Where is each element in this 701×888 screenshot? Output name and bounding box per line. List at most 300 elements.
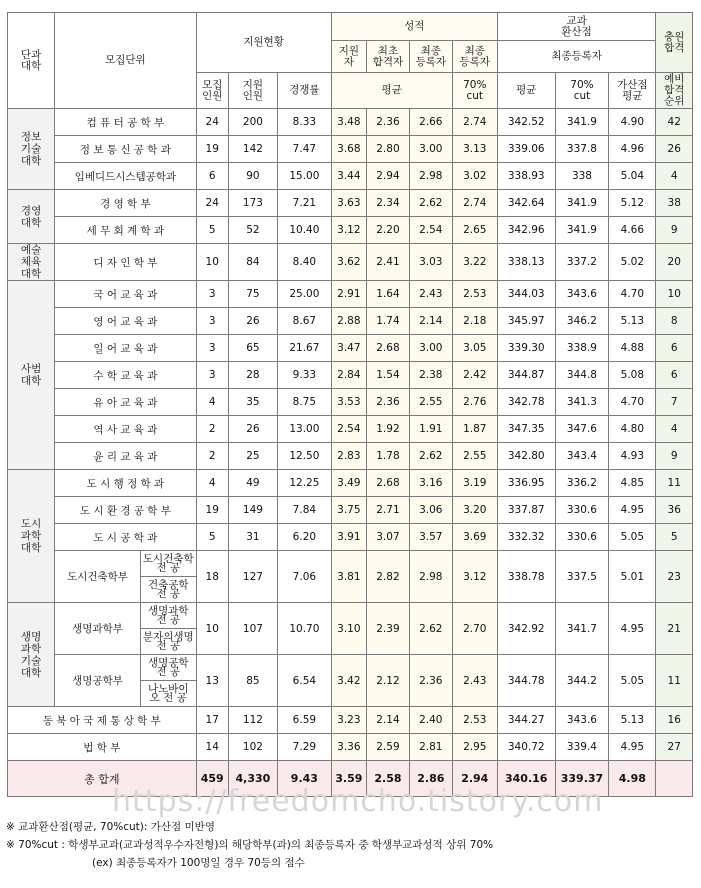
grade-final-reg-cell: 3.06 <box>409 497 452 524</box>
header-college: 단과 대학 <box>8 13 55 109</box>
reserve-rank-cell: 9 <box>656 443 693 470</box>
ratio-cell: 8.40 <box>278 244 332 281</box>
recruit-cell: 13 <box>196 655 228 707</box>
reserve-rank-cell: 8 <box>656 308 693 335</box>
grade-final-reg-cell: 3.03 <box>409 244 452 281</box>
table-row <box>8 163 693 190</box>
conv-cut70-cell: 337.8 <box>555 136 609 163</box>
grade-first-pass-cell: 2.58 <box>367 761 410 797</box>
grade-final-reg-cell: 1.91 <box>409 416 452 443</box>
grade-final-reg-cell: 3.00 <box>409 136 452 163</box>
applied-cell: 75 <box>228 281 277 308</box>
unit-name: 도시건축학부 <box>55 551 141 603</box>
applied-cell: 26 <box>228 416 277 443</box>
ratio-cell: 7.47 <box>278 136 332 163</box>
grade-applicant-cell: 3.63 <box>331 190 366 217</box>
reserve-rank-cell: 20 <box>656 244 693 281</box>
grade-first-pass-cell: 2.41 <box>367 244 410 281</box>
bonus-avg-cell: 4.96 <box>609 136 656 163</box>
ratio-cell: 10.40 <box>278 217 332 244</box>
grade-cut70-cell: 2.53 <box>452 281 497 308</box>
bonus-avg-cell: 5.02 <box>609 244 656 281</box>
header-conv-avg: 평균 <box>497 73 555 109</box>
header-final-group: 최종등록자 <box>497 41 656 73</box>
grade-first-pass-cell: 2.36 <box>367 389 410 416</box>
unit-name: 컴 퓨 터 공 학 부 <box>55 109 196 136</box>
bonus-avg-cell: 4.70 <box>609 389 656 416</box>
watermark-text: https://freedomcho.tistory.com <box>112 784 604 819</box>
conv-avg-cell: 342.78 <box>497 389 555 416</box>
bonus-avg-cell: 5.04 <box>609 163 656 190</box>
unit-name: 정 보 통 신 공 학 과 <box>55 136 196 163</box>
conv-cut70-cell: 341.9 <box>555 109 609 136</box>
reserve-rank-cell: 11 <box>656 655 693 707</box>
recruit-cell: 19 <box>196 136 228 163</box>
grade-final-reg-cell: 2.81 <box>409 734 452 761</box>
conv-cut70-cell: 338 <box>555 163 609 190</box>
grade-final-reg-cell: 2.98 <box>409 163 452 190</box>
grade-first-pass-cell: 2.34 <box>367 190 410 217</box>
applied-cell: 65 <box>228 335 277 362</box>
recruit-cell: 10 <box>196 603 228 655</box>
recruit-cell: 3 <box>196 362 228 389</box>
reserve-rank-cell: 4 <box>656 163 693 190</box>
footnotes <box>6 818 493 872</box>
bonus-avg-cell: 4.70 <box>609 281 656 308</box>
table-row <box>8 551 693 577</box>
college-name: 생명 과학 기술 대학 <box>8 603 55 707</box>
table-row <box>8 217 693 244</box>
grade-applicant-cell: 3.10 <box>331 603 366 655</box>
unit-name: 생명과학부 <box>55 603 141 655</box>
grade-applicant-cell: 3.53 <box>331 389 366 416</box>
grade-first-pass-cell: 2.94 <box>367 163 410 190</box>
unit-name: 윤 리 교 육 과 <box>55 443 196 470</box>
grade-applicant-cell: 3.47 <box>331 335 366 362</box>
college-name: 예술 체육 대학 <box>8 244 55 281</box>
bonus-avg-cell: 4.98 <box>609 761 656 797</box>
header-grade-first-pass: 최초 합격자 <box>367 41 410 73</box>
grade-applicant-cell: 3.49 <box>331 470 366 497</box>
conv-cut70-cell: 341.9 <box>555 217 609 244</box>
bonus-avg-cell: 4.95 <box>609 497 656 524</box>
header-extra: 충원 합격 <box>656 13 693 73</box>
table-row <box>8 244 693 281</box>
recruit-cell: 3 <box>196 281 228 308</box>
grade-final-reg-cell: 3.57 <box>409 524 452 551</box>
table-row <box>8 362 693 389</box>
header-applicants: 지원현황 <box>196 13 331 73</box>
ratio-cell: 9.33 <box>278 362 332 389</box>
unit-name: 법 학 부 <box>8 734 197 761</box>
conv-cut70-cell: 343.4 <box>555 443 609 470</box>
grade-applicant-cell: 2.88 <box>331 308 366 335</box>
ratio-cell: 13.00 <box>278 416 332 443</box>
grade-cut70-cell: 3.12 <box>452 551 497 603</box>
reserve-rank-cell <box>656 761 693 797</box>
header-recruit: 모집 인원 <box>196 73 228 109</box>
major-name: 분자의생명 전 공 <box>140 629 196 655</box>
grade-applicant-cell: 3.75 <box>331 497 366 524</box>
college-name: 도시 과학 대학 <box>8 470 55 603</box>
grade-first-pass-cell: 1.54 <box>367 362 410 389</box>
grade-final-reg-cell: 3.16 <box>409 470 452 497</box>
grade-first-pass-cell: 1.92 <box>367 416 410 443</box>
ratio-cell: 12.25 <box>278 470 332 497</box>
grade-cut70-cell: 3.22 <box>452 244 497 281</box>
table-row <box>8 335 693 362</box>
recruit-cell: 6 <box>196 163 228 190</box>
bonus-avg-cell: 5.13 <box>609 308 656 335</box>
applied-cell: 26 <box>228 308 277 335</box>
grade-first-pass-cell: 2.68 <box>367 335 410 362</box>
recruit-cell: 18 <box>196 551 228 603</box>
grade-first-pass-cell: 1.74 <box>367 308 410 335</box>
recruit-cell: 2 <box>196 443 228 470</box>
unit-name: 영 어 교 육 과 <box>55 308 196 335</box>
recruit-cell: 3 <box>196 308 228 335</box>
header-conversion: 교과 환산점 <box>497 13 656 41</box>
bonus-avg-cell: 4.90 <box>609 109 656 136</box>
table-row <box>8 416 693 443</box>
header-ratio: 경쟁률 <box>278 73 332 109</box>
footnote-1: ※ 교과환산점(평균, 70%cut): 가산점 미반영 <box>6 821 215 833</box>
applied-cell: 90 <box>228 163 277 190</box>
ratio-cell: 7.84 <box>278 497 332 524</box>
grade-cut70-cell: 2.42 <box>452 362 497 389</box>
table-row <box>8 190 693 217</box>
conv-cut70-cell: 339.4 <box>555 734 609 761</box>
unit-name: 동 북 아 국 제 통 상 학 부 <box>8 707 197 734</box>
conv-cut70-cell: 337.5 <box>555 551 609 603</box>
grade-first-pass-cell: 2.39 <box>367 603 410 655</box>
unit-name: 생명공학부 <box>55 655 141 707</box>
grade-final-reg-cell: 2.40 <box>409 707 452 734</box>
grade-final-reg-cell: 2.62 <box>409 603 452 655</box>
unit-name: 세 무 회 계 학 과 <box>55 217 196 244</box>
bonus-avg-cell: 5.01 <box>609 551 656 603</box>
conv-cut70-cell: 341.7 <box>555 603 609 655</box>
ratio-cell: 12.50 <box>278 443 332 470</box>
applied-cell: 49 <box>228 470 277 497</box>
ratio-cell: 8.33 <box>278 109 332 136</box>
applied-cell: 35 <box>228 389 277 416</box>
bonus-avg-cell: 4.66 <box>609 217 656 244</box>
conv-cut70-cell: 339.37 <box>555 761 609 797</box>
grade-applicant-cell: 3.68 <box>331 136 366 163</box>
grade-cut70-cell: 3.02 <box>452 163 497 190</box>
recruit-cell: 3 <box>196 335 228 362</box>
recruit-cell: 24 <box>196 109 228 136</box>
reserve-rank-cell: 42 <box>656 109 693 136</box>
table-row <box>8 603 693 629</box>
college-name: 정보 기술 대학 <box>8 109 55 190</box>
header-grades: 성적 <box>331 13 497 41</box>
unit-name: 역 사 교 육 과 <box>55 416 196 443</box>
grade-applicant-cell: 3.59 <box>331 761 366 797</box>
footnote-3: (ex) 최종등록자가 100명일 경우 70등의 점수 <box>92 857 305 869</box>
ratio-cell: 7.21 <box>278 190 332 217</box>
unit-name: 도 시 환 경 공 학 부 <box>55 497 196 524</box>
grade-cut70-cell: 3.19 <box>452 470 497 497</box>
recruit-cell: 5 <box>196 524 228 551</box>
grade-applicant-cell: 3.62 <box>331 244 366 281</box>
conv-avg-cell: 339.30 <box>497 335 555 362</box>
conv-avg-cell: 338.93 <box>497 163 555 190</box>
grade-applicant-cell: 3.81 <box>331 551 366 603</box>
grade-cut70-cell: 2.76 <box>452 389 497 416</box>
header-grade-final-reg: 최종 등록자 <box>409 41 452 73</box>
applied-cell: 84 <box>228 244 277 281</box>
table-row <box>8 470 693 497</box>
conv-avg-cell: 340.16 <box>497 761 555 797</box>
conv-avg-cell: 332.32 <box>497 524 555 551</box>
grade-first-pass-cell: 2.14 <box>367 707 410 734</box>
grade-applicant-cell: 3.44 <box>331 163 366 190</box>
bonus-avg-cell: 5.05 <box>609 655 656 707</box>
grade-cut70-cell: 2.74 <box>452 109 497 136</box>
major-name: 건축공학 전 공 <box>140 577 196 603</box>
unit-name: 경 영 학 부 <box>55 190 196 217</box>
reserve-rank-cell: 11 <box>656 470 693 497</box>
conv-avg-cell: 344.87 <box>497 362 555 389</box>
grade-applicant-cell: 2.91 <box>331 281 366 308</box>
unit-name: 수 학 교 육 과 <box>55 362 196 389</box>
bonus-avg-cell: 4.88 <box>609 335 656 362</box>
conv-cut70-cell: 330.6 <box>555 524 609 551</box>
reserve-rank-cell: 38 <box>656 190 693 217</box>
bonus-avg-cell: 4.95 <box>609 603 656 655</box>
ratio-cell: 8.75 <box>278 389 332 416</box>
bonus-avg-cell: 4.80 <box>609 416 656 443</box>
grade-final-reg-cell: 3.00 <box>409 335 452 362</box>
grade-cut70-cell: 1.87 <box>452 416 497 443</box>
conv-avg-cell: 344.03 <box>497 281 555 308</box>
unit-name: 도 시 행 정 학 과 <box>55 470 196 497</box>
unit-name: 유 아 교 육 과 <box>55 389 196 416</box>
ratio-cell: 10.70 <box>278 603 332 655</box>
conv-avg-cell: 338.78 <box>497 551 555 603</box>
grade-first-pass-cell: 3.07 <box>367 524 410 551</box>
reserve-rank-cell: 4 <box>656 416 693 443</box>
reserve-rank-cell: 21 <box>656 603 693 655</box>
conv-avg-cell: 344.27 <box>497 707 555 734</box>
grade-applicant-cell: 3.91 <box>331 524 366 551</box>
grade-cut70-cell: 3.69 <box>452 524 497 551</box>
ratio-cell: 6.20 <box>278 524 332 551</box>
table-row <box>8 497 693 524</box>
header-grade-applicant: 지원 자 <box>331 41 366 73</box>
header-conv-cut70: 70% cut <box>555 73 609 109</box>
conv-cut70-cell: 341.9 <box>555 190 609 217</box>
table-body <box>8 109 693 797</box>
footnote-2: ※ 70%cut : 학생부교과(교과성적우수자전형)의 해당학부(과)의 최종등록자 중 학생부교과성적 상위 70% <box>6 839 494 851</box>
bonus-avg-cell: 5.13 <box>609 707 656 734</box>
grade-cut70-cell: 2.70 <box>452 603 497 655</box>
recruit-cell: 14 <box>196 734 228 761</box>
major-name: 나노바이 오 전 공 <box>140 681 196 707</box>
unit-name: 도 시 공 학 과 <box>55 524 196 551</box>
grade-final-reg-cell: 2.36 <box>409 655 452 707</box>
header-unit: 모집단위 <box>55 13 196 109</box>
grade-final-reg-cell: 2.62 <box>409 443 452 470</box>
recruit-cell: 2 <box>196 416 228 443</box>
conv-avg-cell: 342.92 <box>497 603 555 655</box>
unit-name: 일 어 교 육 과 <box>55 335 196 362</box>
ratio-cell: 15.00 <box>278 163 332 190</box>
grade-first-pass-cell: 2.59 <box>367 734 410 761</box>
ratio-cell: 25.00 <box>278 281 332 308</box>
ratio-cell: 7.29 <box>278 734 332 761</box>
grade-final-reg-cell: 2.54 <box>409 217 452 244</box>
conv-cut70-cell: 330.6 <box>555 497 609 524</box>
conv-avg-cell: 342.80 <box>497 443 555 470</box>
grade-applicant-cell: 3.12 <box>331 217 366 244</box>
admission-results-table <box>7 12 693 797</box>
grade-cut70-cell: 2.95 <box>452 734 497 761</box>
grade-cut70-cell: 3.05 <box>452 335 497 362</box>
college-name: 경영 대학 <box>8 190 55 244</box>
applied-cell: 149 <box>228 497 277 524</box>
reserve-rank-cell: 23 <box>656 551 693 603</box>
header-avg: 평균 <box>331 73 452 109</box>
reserve-rank-cell: 16 <box>656 707 693 734</box>
applied-cell: 107 <box>228 603 277 655</box>
conv-avg-cell: 342.96 <box>497 217 555 244</box>
header-applied: 지원 인원 <box>228 73 277 109</box>
reserve-rank-cell: 9 <box>656 217 693 244</box>
conv-avg-cell: 345.97 <box>497 308 555 335</box>
bonus-avg-cell: 4.85 <box>609 470 656 497</box>
grade-cut70-cell: 2.18 <box>452 308 497 335</box>
applied-cell: 142 <box>228 136 277 163</box>
grade-final-reg-cell: 2.14 <box>409 308 452 335</box>
total-label: 총 합계 <box>8 761 197 797</box>
header-bonus-avg: 가산점 평균 <box>609 73 656 109</box>
grade-applicant-cell: 3.48 <box>331 109 366 136</box>
grade-applicant-cell: 2.54 <box>331 416 366 443</box>
recruit-cell: 5 <box>196 217 228 244</box>
grade-first-pass-cell: 2.80 <box>367 136 410 163</box>
conv-avg-cell: 336.95 <box>497 470 555 497</box>
grade-applicant-cell: 3.36 <box>331 734 366 761</box>
conv-cut70-cell: 338.9 <box>555 335 609 362</box>
reserve-rank-cell: 6 <box>656 362 693 389</box>
conv-cut70-cell: 337.2 <box>555 244 609 281</box>
conv-cut70-cell: 341.3 <box>555 389 609 416</box>
grade-final-reg-cell: 2.86 <box>409 761 452 797</box>
grade-first-pass-cell: 2.71 <box>367 497 410 524</box>
ratio-cell: 6.54 <box>278 655 332 707</box>
conv-avg-cell: 339.06 <box>497 136 555 163</box>
table-row <box>8 524 693 551</box>
grade-applicant-cell: 3.42 <box>331 655 366 707</box>
conv-cut70-cell: 343.6 <box>555 281 609 308</box>
table-row <box>8 109 693 136</box>
conv-avg-cell: 344.78 <box>497 655 555 707</box>
grade-applicant-cell: 2.83 <box>331 443 366 470</box>
conv-cut70-cell: 344.2 <box>555 655 609 707</box>
conv-avg-cell: 342.52 <box>497 109 555 136</box>
table-row <box>8 707 693 734</box>
table-row <box>8 655 693 681</box>
applied-cell: 102 <box>228 734 277 761</box>
reserve-rank-cell: 10 <box>656 281 693 308</box>
conv-cut70-cell: 347.6 <box>555 416 609 443</box>
grade-first-pass-cell: 1.64 <box>367 281 410 308</box>
applied-cell: 85 <box>228 655 277 707</box>
reserve-rank-cell: 5 <box>656 524 693 551</box>
conv-avg-cell: 342.64 <box>497 190 555 217</box>
grade-final-reg-cell: 2.66 <box>409 109 452 136</box>
table-row <box>8 136 693 163</box>
table-row <box>8 443 693 470</box>
recruit-cell: 4 <box>196 389 228 416</box>
header-reserve-rank: 예비 합격 순위 <box>656 73 693 109</box>
bonus-avg-cell: 5.12 <box>609 190 656 217</box>
conv-cut70-cell: 343.6 <box>555 707 609 734</box>
bonus-avg-cell: 4.95 <box>609 734 656 761</box>
conv-avg-cell: 338.13 <box>497 244 555 281</box>
applied-cell: 28 <box>228 362 277 389</box>
grade-first-pass-cell: 2.82 <box>367 551 410 603</box>
applied-cell: 25 <box>228 443 277 470</box>
ratio-cell: 21.67 <box>278 335 332 362</box>
grade-first-pass-cell: 2.68 <box>367 470 410 497</box>
grade-final-reg-cell: 2.38 <box>409 362 452 389</box>
header-grade-final-reg-2: 최종 등록자 <box>452 41 497 73</box>
bonus-avg-cell: 4.93 <box>609 443 656 470</box>
unit-name: 임베디드시스템공학과 <box>55 163 196 190</box>
header-cut70: 70% cut <box>452 73 497 109</box>
applied-cell: 31 <box>228 524 277 551</box>
ratio-cell: 8.67 <box>278 308 332 335</box>
grade-cut70-cell: 2.65 <box>452 217 497 244</box>
conv-avg-cell: 347.35 <box>497 416 555 443</box>
grade-cut70-cell: 2.43 <box>452 655 497 707</box>
grade-cut70-cell: 3.13 <box>452 136 497 163</box>
major-name: 도시건축학 전 공 <box>140 551 196 577</box>
unit-name: 디 자 인 학 부 <box>55 244 196 281</box>
recruit-cell: 24 <box>196 190 228 217</box>
bonus-avg-cell: 5.08 <box>609 362 656 389</box>
ratio-cell: 7.06 <box>278 551 332 603</box>
reserve-rank-cell: 7 <box>656 389 693 416</box>
reserve-rank-cell: 26 <box>656 136 693 163</box>
major-name: 생명공학 전 공 <box>140 655 196 681</box>
grade-final-reg-cell: 2.55 <box>409 389 452 416</box>
reserve-rank-cell: 27 <box>656 734 693 761</box>
conv-cut70-cell: 346.2 <box>555 308 609 335</box>
unit-name: 국 어 교 육 과 <box>55 281 196 308</box>
conv-avg-cell: 337.87 <box>497 497 555 524</box>
applied-cell: 127 <box>228 551 277 603</box>
table-header <box>8 13 693 109</box>
table-row <box>8 389 693 416</box>
table-row <box>8 734 693 761</box>
grade-applicant-cell: 3.23 <box>331 707 366 734</box>
grade-cut70-cell: 2.74 <box>452 190 497 217</box>
grade-applicant-cell: 2.84 <box>331 362 366 389</box>
ratio-cell: 9.43 <box>278 761 332 797</box>
grade-final-reg-cell: 2.62 <box>409 190 452 217</box>
grade-cut70-cell: 2.94 <box>452 761 497 797</box>
conv-cut70-cell: 336.2 <box>555 470 609 497</box>
grade-cut70-cell: 2.53 <box>452 707 497 734</box>
bonus-avg-cell: 5.05 <box>609 524 656 551</box>
reserve-rank-cell: 6 <box>656 335 693 362</box>
grade-first-pass-cell: 2.12 <box>367 655 410 707</box>
